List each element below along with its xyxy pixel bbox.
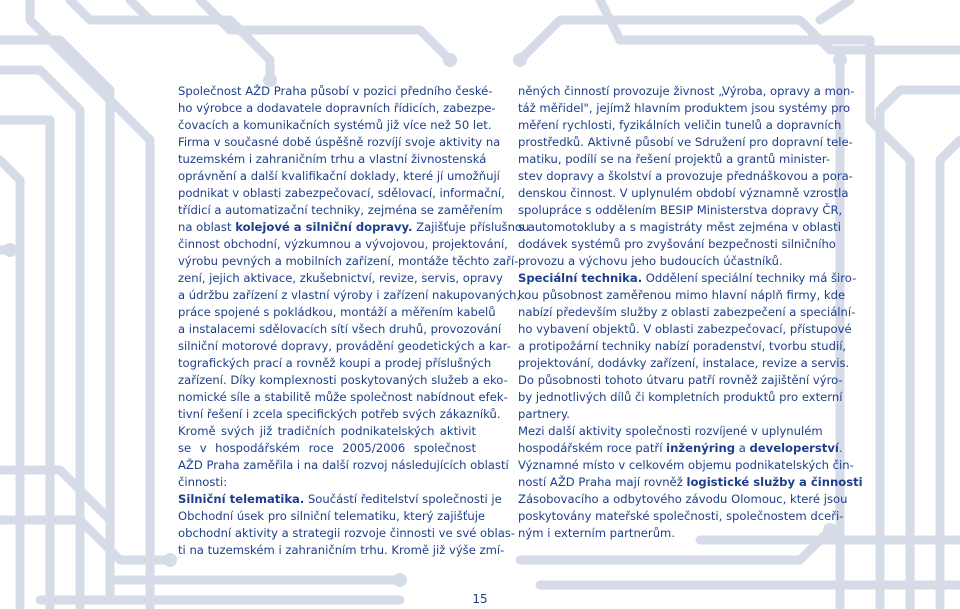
text-line	[518, 508, 844, 525]
text-line	[518, 270, 857, 287]
text-line	[178, 100, 496, 117]
left-text-column	[178, 83, 530, 559]
body-text: Součástí ředitelství společnosti je	[304, 492, 502, 506]
body-text: nabízí především služby z oblasti zabezpečení a speciální-	[518, 305, 856, 319]
text-line	[178, 372, 508, 389]
text-line	[518, 168, 853, 185]
body-text: výrobu pevných a mobilních zařízení, montáže těchto zaří-	[178, 254, 519, 268]
text-line	[178, 525, 516, 542]
body-text: by jednotlivých dílů či kompletních produktů pro externí	[518, 390, 843, 404]
text-line	[178, 151, 487, 168]
body-text: projektování, dodávky zařízení, instalace, revize a servis.	[518, 356, 850, 370]
text-line	[178, 219, 530, 236]
body-text: stev dopravy a školství a provozuje přednáškovou a pora-	[518, 169, 853, 183]
body-text: činnosti:	[178, 475, 228, 489]
body-text: Významné místo v celkovém objemu podnikatelských čin-	[518, 458, 854, 472]
text-line	[518, 117, 842, 134]
body-text: a protipožární techniky nabízí poradenství, tvorbu studií,	[518, 339, 847, 353]
text-line	[178, 202, 503, 219]
body-text: Zajišťuje příslušnou	[412, 220, 530, 234]
text-line	[178, 117, 492, 134]
body-text: .	[838, 441, 843, 455]
text-line	[518, 355, 850, 372]
body-text: podnikat v oblasti zabezpečovací, sdělovací, informační,	[178, 186, 505, 200]
text-line	[518, 423, 823, 440]
body-text: a	[735, 441, 750, 455]
body-text: na oblast	[178, 220, 236, 234]
text-line	[518, 304, 856, 321]
text-line	[518, 219, 841, 236]
text-line	[518, 372, 843, 389]
body-text: prostředků. Aktivně působí ve Sdružení pro dopravní tele-	[518, 135, 853, 149]
text-line	[178, 457, 509, 474]
text-line	[518, 202, 843, 219]
text-line	[178, 440, 476, 457]
text-line	[178, 168, 500, 185]
body-text: Oddělení speciální techniky má širo-	[642, 271, 857, 285]
text-line	[518, 100, 851, 117]
body-text: a údržbu zařízení z vlastní výroby i zařízení nakupovaných,	[178, 288, 521, 302]
text-line	[178, 491, 502, 508]
text-line	[518, 440, 843, 457]
body-text: poskytovány mateřské společnosti, společnostem dceři-	[518, 509, 844, 523]
text-line	[178, 270, 503, 287]
text-line	[518, 321, 852, 338]
emphasis-text: logistické služby a činnosti	[686, 475, 863, 489]
body-text: a instalacemi sdělovacích sítí všech druhů, provozování	[178, 322, 502, 336]
body-text: tografických prací a rovněž koupi a prodej příslušných	[178, 356, 492, 370]
text-line	[518, 525, 816, 542]
text-line	[518, 83, 855, 100]
text-line	[178, 389, 508, 406]
emphasis-text: Silniční telematika.	[178, 492, 305, 506]
page-number: 15	[472, 592, 488, 606]
body-text: ným i externím partnerům.	[518, 526, 676, 540]
body-text: třídicí a automatizační techniky, zejména se zaměřením	[178, 203, 503, 217]
body-text: tivní řešení i zcela specifických potřeb svých zákazníků.	[178, 407, 501, 421]
body-text: čovacích a komunikačních systémů již více než 50 let.	[178, 118, 492, 132]
body-text: nomické síle a stabilitě může společnost nabídnout efek-	[178, 390, 508, 404]
body-text: Obchodní úsek pro silniční telematiku, který zajišťuje	[178, 509, 486, 523]
body-text: silniční motorové dopravy, provádění geodetických a kar-	[178, 339, 511, 353]
text-line	[178, 304, 496, 321]
body-text: Firma v současné době úspěšně rozvíjí svoje aktivity na	[178, 135, 501, 149]
body-text: činnost obchodní, výzkumnou a vývojovou, projektování,	[178, 237, 508, 251]
body-text: zařízení. Díky komplexnosti poskytovaných služeb a eko-	[178, 373, 508, 387]
text-line	[178, 508, 486, 525]
text-line	[518, 151, 831, 168]
body-text: Do působnosti tohoto útvaru patří rovněž zajištění výro-	[518, 373, 843, 387]
body-text: provozu a výchovu jeho budoucích účastníků.	[518, 254, 783, 268]
text-line	[178, 355, 492, 372]
body-text: měření rychlosti, fyzikálních veličin tunelů a dopravních	[518, 118, 842, 132]
text-line	[518, 457, 854, 474]
body-text: s automotokluby a s magistráty měst zejména v oblasti	[518, 220, 841, 234]
body-text: táž měřidel", jejímž hlavním produktem jsou systémy pro	[518, 101, 851, 115]
text-line	[518, 474, 863, 491]
text-line	[178, 321, 502, 338]
body-text: tuzemském i zahraničním trhu a vlastní živnostenská	[178, 152, 487, 166]
text-line	[178, 423, 476, 440]
text-line	[518, 287, 846, 304]
text-line	[178, 406, 501, 423]
text-line	[178, 253, 519, 270]
body-text: kou působnost zaměřenou mimo hlavní náplň firmy, kde	[518, 288, 846, 302]
body-text: oprávnění a další kvalifikační doklady, které jí umožňují	[178, 169, 500, 183]
body-text: matiku, podílí se na řešení projektů a grantů minister-	[518, 152, 831, 166]
emphasis-text: kolejové a silniční dopravy.	[235, 220, 413, 234]
text-line	[178, 287, 521, 304]
text-line	[178, 185, 505, 202]
text-line	[518, 338, 847, 355]
body-text: ho výrobce a dodavatele dopravních řídicích, zabezpe-	[178, 101, 496, 115]
body-text: něných činností provozuje živnost „Výroba, opravy a mon-	[518, 84, 855, 98]
body-text: se v hospodářském roce 2005/2006 společnost	[178, 441, 476, 455]
body-text: Zásobovacího a odbytového závodu Olomouc, které jsou	[518, 492, 848, 506]
right-text-column	[518, 83, 863, 542]
text-line	[518, 491, 848, 508]
body-text: dodávek systémů pro zvyšování bezpečnosti silničního	[518, 237, 836, 251]
text-line	[518, 389, 843, 406]
emphasis-text: Speciální technika.	[518, 271, 643, 285]
text-line	[178, 83, 493, 100]
body-text: práce spojené s pokládkou, montáží a měřením kabelů	[178, 305, 496, 319]
text-line	[518, 134, 853, 151]
body-text: obchodní aktivity a strategii rozvoje činnosti ve své oblas-	[178, 526, 516, 540]
body-text: Mezi další aktivity společnosti rozvíjené v uplynulém	[518, 424, 823, 438]
body-text: Společnost AŽD Praha působí v pozici předního české-	[178, 84, 493, 98]
text-line	[518, 253, 816, 270]
emphasis-text: inženýring	[666, 441, 736, 455]
text-line	[178, 474, 476, 491]
body-text: ností AŽD Praha mají rovněž	[518, 475, 687, 489]
body-text: ti na tuzemském i zahraničním trhu. Kromě již výše zmí-	[178, 543, 505, 557]
body-text: denskou činnost. V uplynulém období významně vzrostla	[518, 186, 849, 200]
text-line	[518, 185, 849, 202]
text-line	[178, 134, 501, 151]
text-line	[178, 236, 508, 253]
text-line	[518, 406, 816, 423]
emphasis-text: developerství	[749, 441, 839, 455]
body-text: Kromě svých již tradičních podnikatelských aktivit	[178, 424, 476, 438]
body-text: ho vybavení objektů. V oblasti zabezpečovací, přístupové	[518, 322, 852, 336]
body-text: hospodářském roce patří	[518, 441, 667, 455]
text-line	[178, 542, 505, 559]
body-text: zení, jejich aktivace, zkušebnictví, revize, servis, opravy	[178, 271, 503, 285]
text-line	[178, 338, 511, 355]
body-text: partnery.	[518, 407, 570, 421]
body-text: spolupráce s oddělením BESIP Ministerstva dopravy ČR,	[518, 203, 843, 217]
text-line	[518, 236, 836, 253]
body-text: AŽD Praha zaměřila i na další rozvoj následujících oblastí	[178, 458, 509, 472]
